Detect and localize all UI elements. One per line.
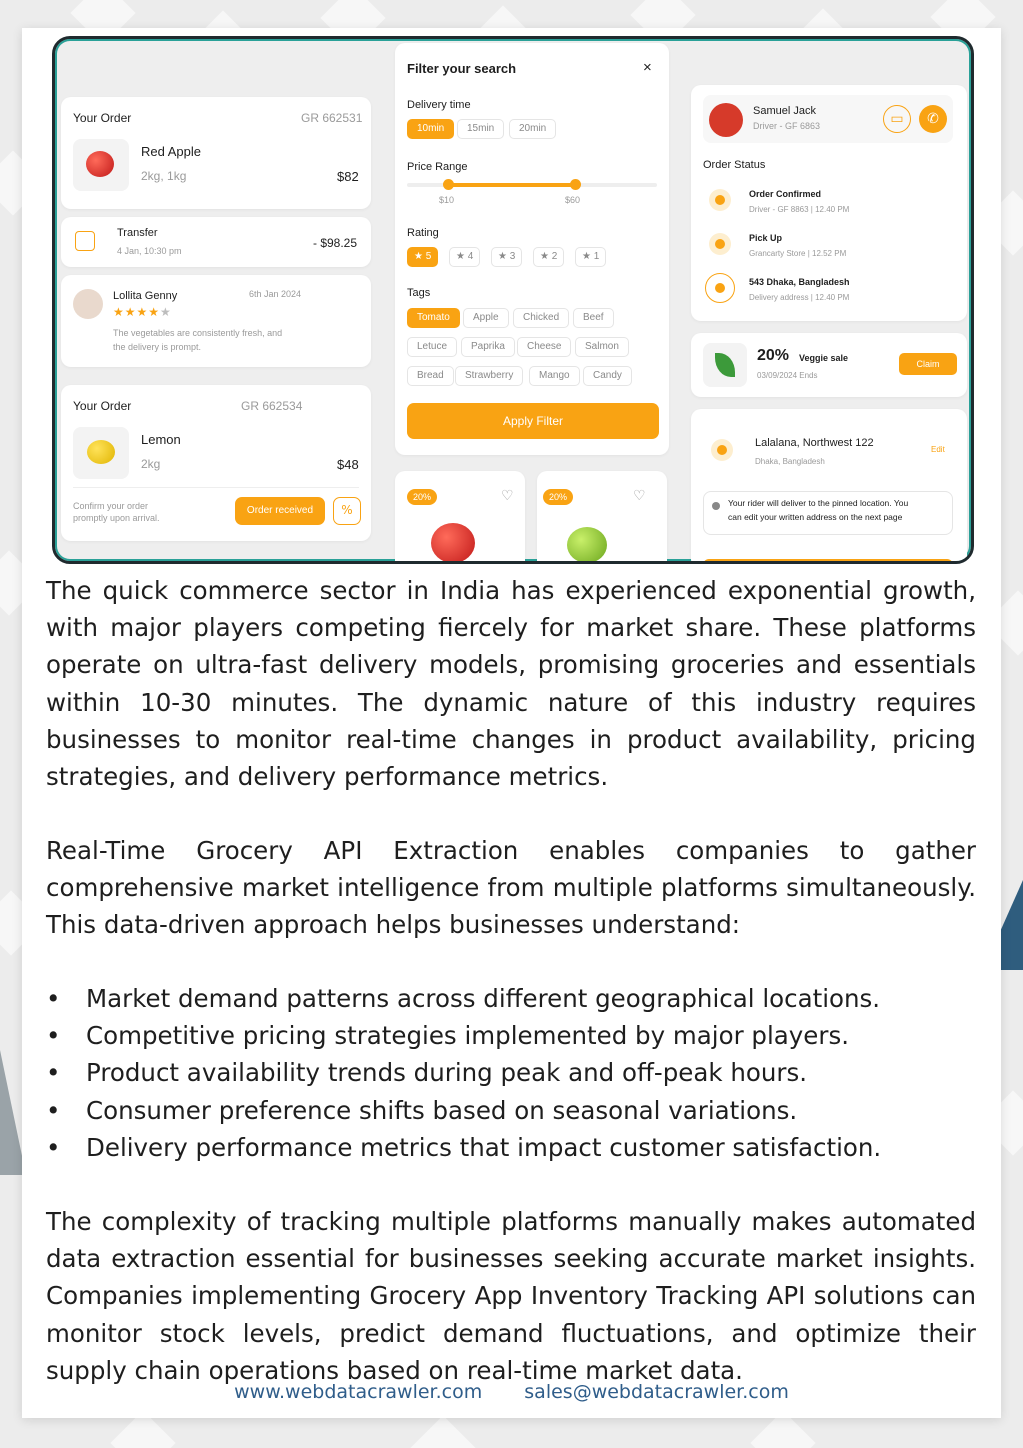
- order-code: GR 662531: [301, 111, 363, 125]
- status-step-title: 543 Dhaka, Bangladesh: [749, 277, 850, 287]
- rating-stars: ★★★★★: [113, 305, 172, 319]
- status-step-sub: Driver - GF 8863 | 12.40 PM: [749, 205, 850, 214]
- order-note-line2: promptly upon arrival.: [73, 513, 160, 523]
- promo-label: Veggie sale: [799, 353, 849, 363]
- delivery-option-15[interactable]: 15min: [457, 119, 504, 139]
- divider: [73, 487, 359, 488]
- leaf-icon-bg: [703, 343, 747, 387]
- location-pin-icon: [705, 273, 735, 303]
- order-status-card: [691, 85, 967, 321]
- location-pin-icon: [711, 439, 733, 461]
- info-icon: [712, 502, 720, 510]
- website-link[interactable]: www.webdatacrawler.com: [234, 1381, 483, 1403]
- status-step-title: Pick Up: [749, 233, 783, 243]
- transfer-title: Transfer: [117, 227, 158, 239]
- product-qty: 2kg, 1kg: [141, 169, 187, 183]
- reviewer-avatar: [73, 289, 103, 319]
- price-range-label: Price Range: [407, 161, 468, 173]
- rider-note-line1: Your rider will deliver to the pinned location. You: [728, 498, 909, 508]
- order-card-lemon: [61, 385, 371, 541]
- lemon-thumbnail: [73, 427, 129, 479]
- product-price: $82: [337, 169, 359, 184]
- red-apple-icon: [431, 523, 475, 563]
- rider-note-line2: can edit your written address on the next page: [728, 512, 903, 522]
- promo-card: [691, 333, 967, 397]
- order-heading: Your Order: [73, 111, 132, 125]
- clock-icon: [709, 233, 731, 255]
- address-sub: Dhaka, Bangladesh: [755, 457, 825, 466]
- filter-title: Filter your search: [407, 61, 517, 76]
- promo-percent: 20%: [757, 347, 790, 364]
- claim-button[interactable]: Claim: [899, 353, 957, 375]
- review-card: [61, 275, 371, 367]
- rating-label: Rating: [407, 227, 439, 239]
- order-status-heading: Order Status: [703, 159, 766, 171]
- list-item: • Delivery performance metrics that impact customer satisfaction.: [46, 1129, 976, 1166]
- order-received-button[interactable]: Order received: [235, 497, 325, 525]
- transfer-amount: - $98.25: [313, 236, 358, 250]
- tag-chip[interactable]: Letuce: [407, 337, 457, 357]
- tag-chip[interactable]: Tomato: [407, 308, 460, 328]
- discount-badge: 20%: [543, 489, 573, 505]
- order-code: GR 662534: [241, 399, 303, 413]
- product-name: Lemon: [141, 432, 181, 447]
- promo-ends: 03/09/2024 Ends: [757, 371, 818, 380]
- discount-icon[interactable]: %: [333, 497, 361, 525]
- rider-note-box: [703, 491, 953, 535]
- product-card-green-apple: [537, 471, 667, 564]
- list-item: • Consumer preference shifts based on seasonal variations.: [46, 1092, 976, 1129]
- lemon-icon: [87, 440, 115, 464]
- rating-value: 2: [551, 251, 558, 262]
- filter-panel: [395, 43, 669, 455]
- app-mockup-image: [52, 36, 974, 564]
- status-step-title: Order Confirmed: [749, 189, 822, 199]
- price-max-label: $60: [565, 195, 581, 205]
- address-card: [691, 409, 967, 564]
- tag-chip[interactable]: Salmon: [575, 337, 629, 357]
- list-item: • Competitive pricing strategies implemented by major players.: [46, 1017, 976, 1054]
- heart-icon[interactable]: ♡: [633, 487, 646, 503]
- list-item: • Product availability trends during peak and off-peak hours.: [46, 1054, 976, 1091]
- rating-value: 5: [425, 251, 432, 262]
- order-heading: Your Order: [73, 399, 132, 413]
- confirm-button-partial[interactable]: [703, 559, 953, 564]
- benefits-list: [46, 980, 976, 1166]
- green-apple-icon: [567, 527, 607, 563]
- rating-value: 3: [509, 251, 516, 262]
- apple-thumbnail: [73, 139, 129, 191]
- tag-chip[interactable]: Apple: [463, 308, 509, 328]
- discount-badge: 20%: [407, 489, 437, 505]
- review-date: 6th Jan 2024: [249, 289, 302, 299]
- price-max-handle[interactable]: [570, 179, 581, 190]
- price-slider-range: [447, 183, 575, 187]
- rating-option-3[interactable]: ★ 3: [491, 247, 522, 267]
- tag-chip[interactable]: Beef: [573, 308, 614, 328]
- paragraph-intro: The quick commerce sector in India has experienced exponential growth, with major players competing fiercely for market share. These platforms operate on ultra-fast delivery models, promising groceries and essentials within 10-30 minutes. The dynamic nature of this industry requires businesses to monitor real-time changes in product availability, pricing strategies, and delivery performance metrics.: [46, 576, 976, 792]
- rating-option-4[interactable]: ★ 4: [449, 247, 480, 267]
- transfer-date: 4 Jan, 10:30 pm: [117, 246, 182, 256]
- driver-name: Samuel Jack: [753, 105, 816, 117]
- delivery-option-10[interactable]: 10min: [407, 119, 454, 139]
- tag-chip[interactable]: Cheese: [517, 337, 571, 357]
- chat-icon[interactable]: ▭: [883, 105, 911, 133]
- tag-chip[interactable]: Strawberry: [455, 366, 523, 386]
- status-step-sub: Delivery address | 12.40 PM: [749, 293, 850, 302]
- check-icon: [709, 189, 731, 211]
- product-qty: 2kg: [141, 457, 161, 471]
- driver-avatar: [709, 103, 743, 137]
- delivery-option-20[interactable]: 20min: [509, 119, 556, 139]
- paragraph-complexity: The complexity of tracking multiple platforms manually makes automated data extraction essential for businesses seeking accurate market insights. Companies implementing Grocery App Inventory Tracking API solutions can monitor stock levels, predict demand fluctuations, and optimize their supply chain operations based on real-time market data.: [46, 1207, 976, 1385]
- rating-option-5[interactable]: ★ 5: [407, 247, 438, 267]
- review-text-line2: the delivery is prompt.: [113, 342, 202, 352]
- product-name: Red Apple: [141, 144, 201, 159]
- price-min-label: $10: [439, 195, 455, 205]
- email-link[interactable]: sales@webdatacrawler.com: [524, 1381, 789, 1403]
- phone-icon[interactable]: ✆: [919, 105, 947, 133]
- tag-chip[interactable]: Bread: [407, 366, 454, 386]
- product-price: $48: [337, 457, 359, 472]
- paragraph-api-extraction: Real-Time Grocery API Extraction enables companies to gather comprehensive market intelligence from multiple platforms simultaneously. This data-driven approach helps businesses understand:: [46, 836, 976, 940]
- tags-label: Tags: [407, 287, 431, 299]
- driver-sub: Driver - GF 6863: [753, 121, 821, 131]
- apply-filter-button[interactable]: Apply Filter: [407, 403, 659, 439]
- tag-chip[interactable]: Candy: [583, 366, 632, 386]
- document-page: [22, 28, 1001, 1418]
- review-text-line1: The vegetables are consistently fresh, and: [113, 328, 283, 338]
- tag-chip[interactable]: Chicked: [513, 308, 569, 328]
- price-min-handle[interactable]: [443, 179, 454, 190]
- rating-option-2[interactable]: ★ 2: [533, 247, 564, 267]
- order-card-apple: [61, 97, 371, 209]
- edit-address-link[interactable]: Edit: [931, 445, 945, 454]
- delivery-time-label: Delivery time: [407, 99, 471, 111]
- rating-option-1[interactable]: ★ 1: [575, 247, 606, 267]
- tag-chip[interactable]: Mango: [529, 366, 580, 386]
- list-item: • Market demand patterns across different geographical locations.: [46, 980, 976, 1017]
- address-title: Lalalana, Northwest 122: [755, 437, 874, 449]
- footer: [22, 1381, 1001, 1403]
- tag-chip[interactable]: Paprika: [461, 337, 515, 357]
- order-note-line1: Confirm your order: [73, 501, 149, 511]
- reviewer-name: Lollita Genny: [113, 290, 178, 302]
- leaf-icon: [715, 353, 735, 377]
- rating-value: 1: [593, 251, 600, 262]
- rating-value: 4: [467, 251, 474, 262]
- heart-icon[interactable]: ♡: [501, 487, 514, 503]
- status-step-sub: Grancarty Store | 12.52 PM: [749, 249, 847, 258]
- transfer-card: [61, 217, 371, 267]
- wallet-icon: [75, 231, 95, 251]
- close-icon[interactable]: ×: [643, 59, 652, 76]
- red-apple-icon: [86, 151, 114, 177]
- product-card-apple: [395, 471, 525, 564]
